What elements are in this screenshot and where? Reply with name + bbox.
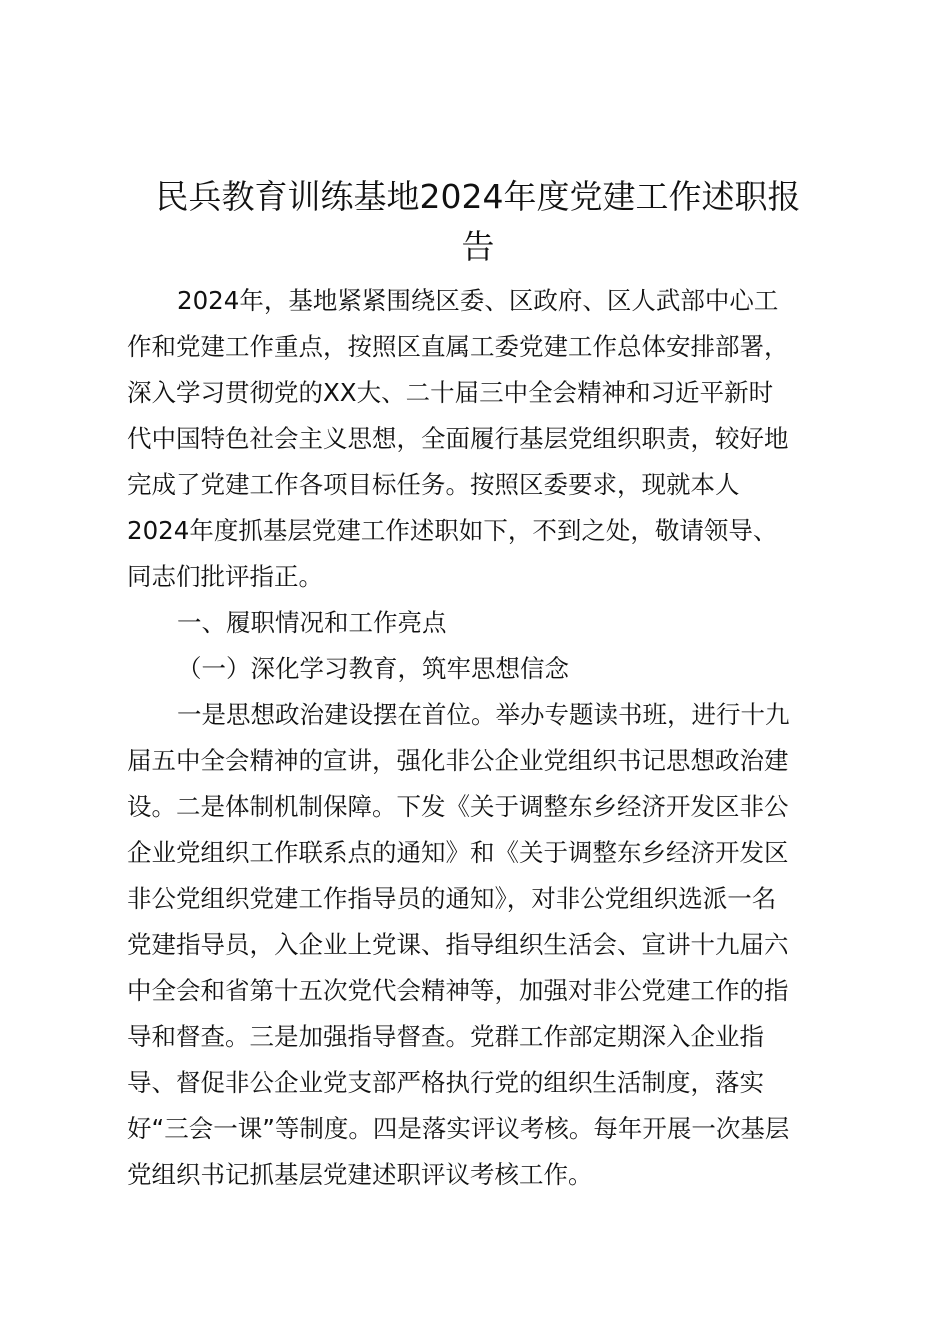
document-body xyxy=(127,278,827,1198)
paragraph-2-line: 届五中全会精神的宣讲，强化非公企业党组织书记思想政治建 xyxy=(127,746,789,775)
document-title-line-1: 民兵教育训练基地2024年度党建工作述职报 xyxy=(155,177,801,216)
paragraph-1-line: 代中国特色社会主义思想，全面履行基层党组织职责，较好地 xyxy=(127,424,789,453)
subsection-heading: （一）深化学习教育，筑牢思想信念 xyxy=(177,654,569,683)
document-title-line-2: 告 xyxy=(461,227,495,266)
section-heading: 一、履职情况和工作亮点 xyxy=(177,608,447,637)
paragraph-2-line: 导、督促非公企业党支部严格执行党的组织生活制度，落实 xyxy=(127,1068,764,1097)
paragraph-2-line: 企业党组织工作联系点的通知》和《关于调整东乡经济开发区 xyxy=(127,838,789,867)
document-title xyxy=(118,172,838,272)
paragraph-2-line: 党组织书记抓基层党建述职评议考核工作。 xyxy=(127,1160,593,1189)
paragraph-1-line: 作和党建工作重点，按照区直属工委党建工作总体安排部署， xyxy=(127,332,789,361)
paragraph-2-line: 党建指导员，入企业上党课、指导组织生活会、宣讲十九届六 xyxy=(127,930,789,959)
paragraph-2-line: 中全会和省第十五次党代会精神等，加强对非公党建工作的指 xyxy=(127,976,789,1005)
paragraph-2-line: 导和督查。三是加强指导督查。党群工作部定期深入企业指 xyxy=(127,1022,764,1051)
paragraph-1-line: 2024年，基地紧紧围绕区委、区政府、区人武部中心工 xyxy=(177,286,779,315)
paragraph-1-line: 2024年度抓基层党建工作述职如下，不到之处，敬请领导、 xyxy=(127,516,778,545)
paragraph-1-line: 同志们批评指正。 xyxy=(127,562,323,591)
paragraph-1-line: 深入学习贯彻党的XX大、二十届三中全会精神和习近平新时 xyxy=(127,378,774,407)
paragraph-2-line: 一是思想政治建设摆在首位。举办专题读书班，进行十九 xyxy=(177,700,790,729)
paragraph-1-line: 完成了党建工作各项目标任务。按照区委要求，现就本人 xyxy=(127,470,740,499)
paragraph-2-line: 好“三会一课”等制度。四是落实评议考核。每年开展一次基层 xyxy=(127,1114,790,1143)
paragraph-2-line: 设。二是体制机制保障。下发《关于调整东乡经济开发区非公 xyxy=(127,792,789,821)
paragraph-2-line: 非公党组织党建工作指导员的通知》，对非公党组织选派一名 xyxy=(127,884,777,913)
